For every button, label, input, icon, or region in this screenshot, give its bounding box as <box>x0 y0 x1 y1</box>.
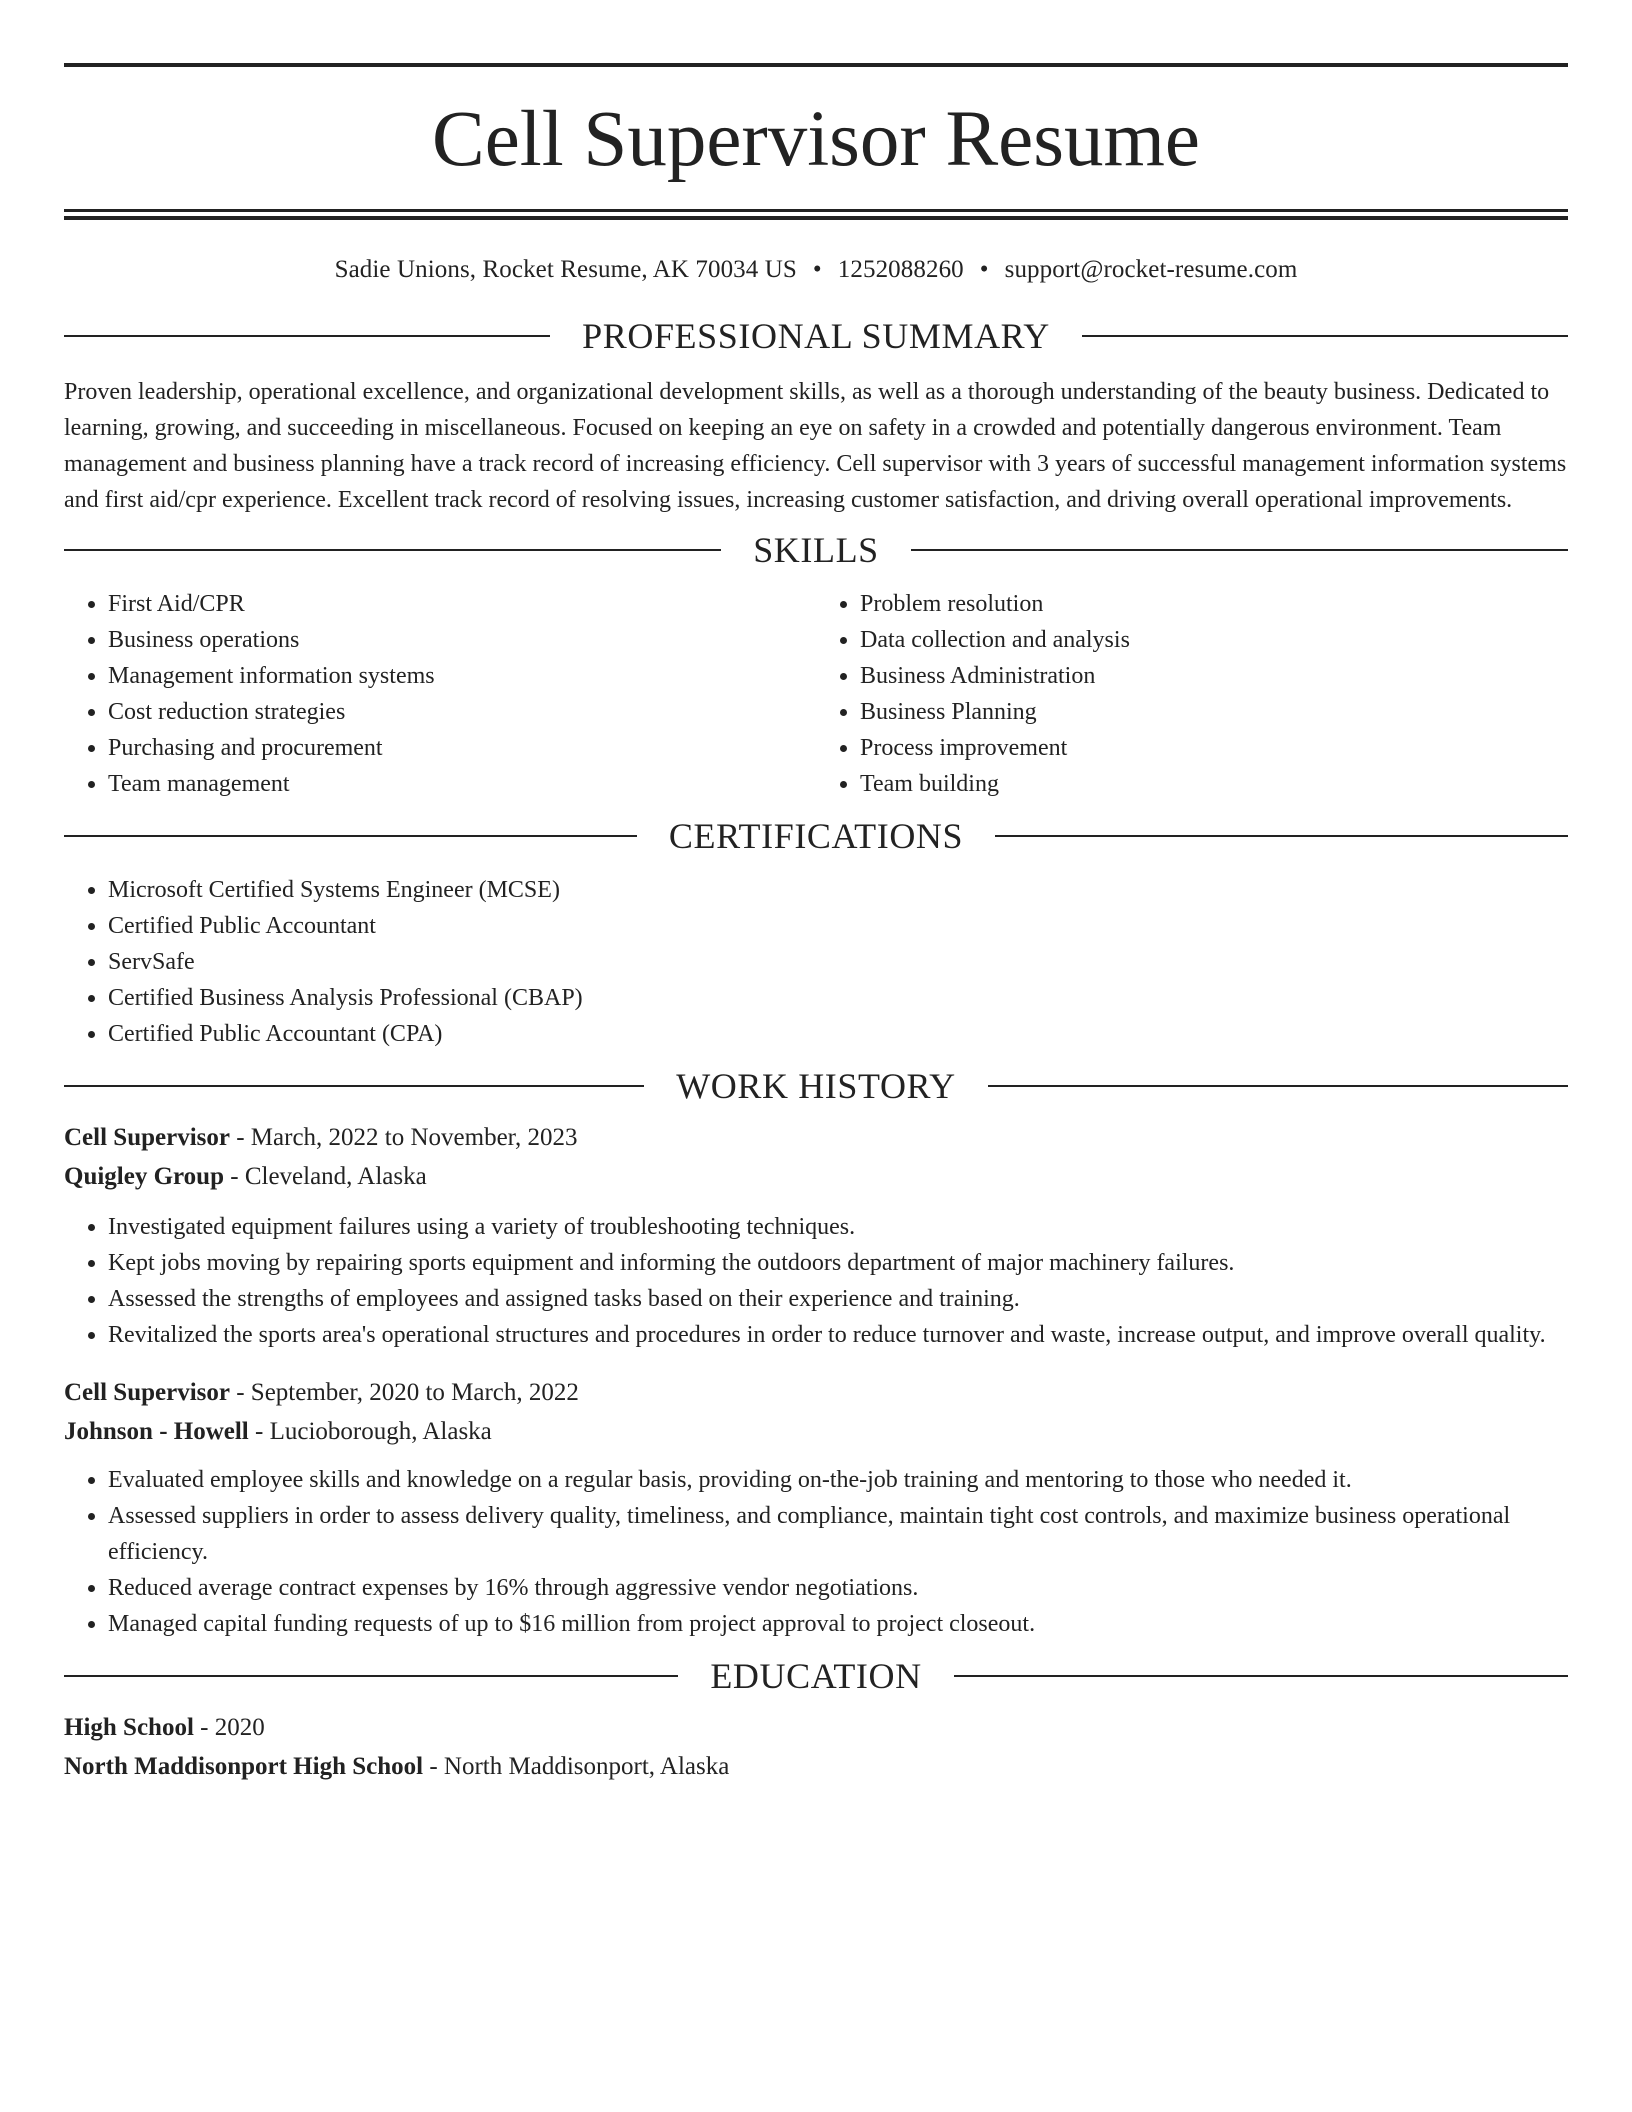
contact-line <box>64 257 1568 282</box>
skill-item: • Data collection and analysis <box>860 622 1568 658</box>
top-rule <box>64 63 1568 67</box>
section-header-work-history <box>64 1066 1568 1106</box>
skill-item: • Purchasing and procurement <box>108 730 816 766</box>
job-bullet: • Investigated equipment failures using a variety of troubleshooting techniques. <box>108 1209 1568 1245</box>
skill-item: • Team management <box>108 766 816 802</box>
section-title-skills: SKILLS <box>753 530 879 570</box>
job-company: Johnson - Howell <box>64 1418 249 1445</box>
certification-item: • Certified Business Analysis Professional (CBAP) <box>108 980 1568 1016</box>
job-dates: - March, 2022 to November, 2023 <box>229 1124 578 1151</box>
job-title-line <box>64 1118 1568 1157</box>
education-degree-line <box>64 1708 1568 1747</box>
section-rule <box>1082 335 1568 337</box>
education-school: North Maddisonport High School <box>64 1753 424 1780</box>
section-rule <box>64 835 637 837</box>
certification-item: • Certified Public Accountant <box>108 908 1568 944</box>
skills-columns <box>64 586 1568 802</box>
title-double-rule <box>64 209 1568 220</box>
job-bullet: • Reduced average contract expenses by 16% through aggressive vendor negotiations. <box>108 1570 1568 1606</box>
skill-item: • Problem resolution <box>860 586 1568 622</box>
job-title: Cell Supervisor <box>64 1124 230 1151</box>
section-header-summary <box>64 316 1568 356</box>
section-rule <box>954 1675 1568 1677</box>
skill-item: • Cost reduction strategies <box>108 694 816 730</box>
section-rule <box>64 1085 644 1087</box>
education-location: - North Maddisonport, Alaska <box>423 1753 730 1780</box>
contact-separator: • <box>812 256 822 283</box>
job-company-line <box>64 1157 1568 1196</box>
job-bullets <box>64 1209 1568 1353</box>
contact-phone: 1252088260 <box>837 256 964 283</box>
job-dates: - September, 2020 to March, 2022 <box>229 1379 579 1406</box>
section-rule <box>64 335 550 337</box>
job-location: - Cleveland, Alaska <box>224 1163 427 1190</box>
job-location: - Lucioborough, Alaska <box>248 1418 492 1445</box>
certification-item: • ServSafe <box>108 944 1568 980</box>
skill-item: • First Aid/CPR <box>108 586 816 622</box>
job-entry <box>64 1118 1568 1353</box>
contact-separator: • <box>979 256 989 283</box>
section-title-education: EDUCATION <box>710 1656 922 1696</box>
education-degree: High School <box>64 1714 194 1741</box>
job-bullet: • Kept jobs moving by repairing sports equipment and informing the outdoors department of major machinery failures. <box>108 1245 1568 1281</box>
skill-item: • Business Administration <box>860 658 1568 694</box>
job-title: Cell Supervisor <box>64 1379 230 1406</box>
summary-text: Proven leadership, operational excellence, and organizational development skills, as well as a thorough understanding of the beauty business. Dedicated to learning, growing, and succeeding in miscellaneous. Focused on keeping an eye on safety in a crowded and potentially dangerous environment. Team management and business planning have a track record of increasing efficiency. Cell supervisor with 3 years of successful management information systems and first aid/cpr experience. Excellent track record of resolving issues, increasing customer satisfaction, and driving overall operational improvements. <box>64 379 1567 513</box>
section-rule <box>988 1085 1568 1087</box>
certification-item: • Certified Public Accountant (CPA) <box>108 1016 1568 1052</box>
section-rule <box>64 1675 678 1677</box>
section-rule <box>911 549 1568 551</box>
job-title-line <box>64 1373 1568 1412</box>
skill-item: • Business Planning <box>860 694 1568 730</box>
education-school-line <box>64 1747 1568 1786</box>
job-company-line <box>64 1412 1568 1451</box>
certifications-list <box>64 872 1568 1052</box>
skills-list-right <box>816 586 1568 802</box>
job-bullet: • Managed capital funding requests of up to $16 million from project approval to project closeout. <box>108 1606 1568 1642</box>
job-bullet: • Assessed the strengths of employees and assigned tasks based on their experience and training. <box>108 1281 1568 1317</box>
section-rule <box>995 835 1568 837</box>
section-title-work-history: WORK HISTORY <box>676 1066 956 1106</box>
skill-item: • Management information systems <box>108 658 816 694</box>
education-entry <box>64 1708 1568 1786</box>
job-bullet: • Assessed suppliers in order to assess delivery quality, timeliness, and compliance, maintain tight cost controls, and maximize business operational efficiency. <box>108 1498 1568 1570</box>
job-bullets <box>64 1462 1568 1642</box>
skill-item: • Team building <box>860 766 1568 802</box>
section-header-certifications <box>64 816 1568 856</box>
job-entry <box>64 1373 1568 1642</box>
job-bullet: • Evaluated employee skills and knowledge on a regular basis, providing on-the-job training and mentoring to those who needed it. <box>108 1462 1568 1498</box>
section-header-skills <box>64 530 1568 570</box>
contact-address: Sadie Unions, Rocket Resume, AK 70034 US <box>334 256 797 283</box>
skill-item: • Business operations <box>108 622 816 658</box>
skill-item: • Process improvement <box>860 730 1568 766</box>
job-company: Quigley Group <box>64 1163 224 1190</box>
certification-item: • Microsoft Certified Systems Engineer (MCSE) <box>108 872 1568 908</box>
job-bullet: • Revitalized the sports area's operational structures and procedures in order to reduce turnover and waste, increase output, and improve overall quality. <box>108 1317 1568 1353</box>
skills-list-left <box>64 586 816 802</box>
education-year: - 2020 <box>193 1714 265 1741</box>
contact-email: support@rocket-resume.com <box>1004 256 1298 283</box>
section-title-certifications: CERTIFICATIONS <box>668 816 964 856</box>
section-header-education <box>64 1656 1568 1696</box>
resume-title: Cell Supervisor Resume <box>432 96 1200 183</box>
section-rule <box>64 549 721 551</box>
section-title-summary: PROFESSIONAL SUMMARY <box>582 316 1050 356</box>
